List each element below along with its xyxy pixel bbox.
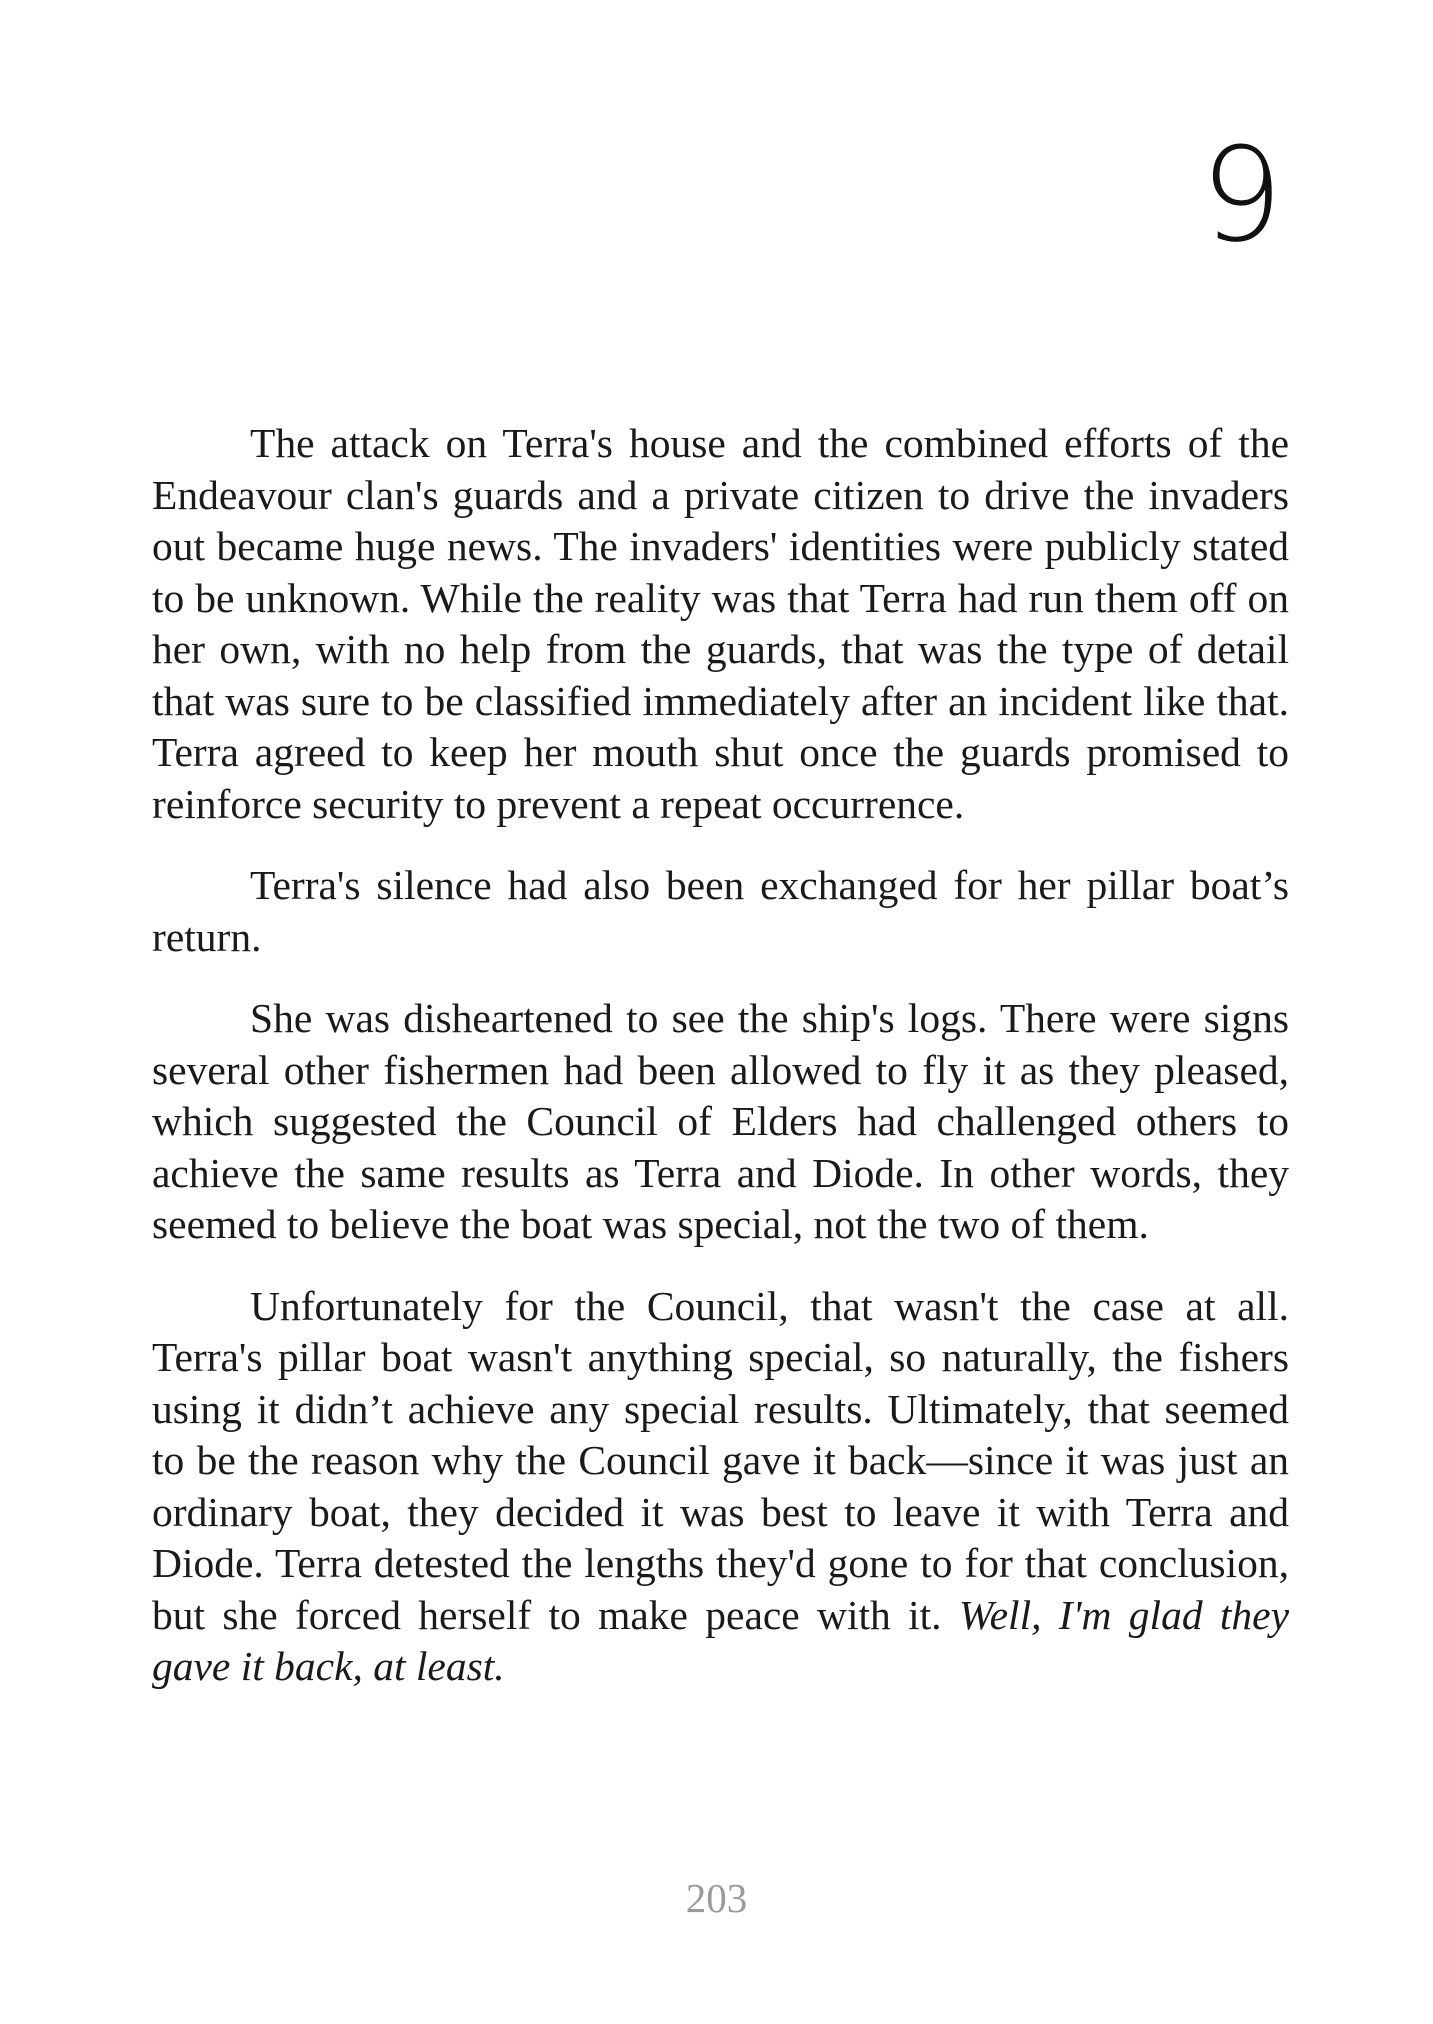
paragraph-2: Terra's silence had also been exchanged for her pillar boat’s return. xyxy=(152,862,1289,960)
paragraph-4-italic-thought: Well, I'm glad they gave it back, at least. xyxy=(152,1591,1290,1689)
paragraph-4-text: Unfortunately for the Council, that wasn't the case at all. Terra's pillar boat wasn't anything special, so naturally, the fishers using it didn’t achieve any special results. Ultimately, that seemed to be the reason why the Council gave it back—since it was just an ordinary boat, they decided it was best to leave it with Terra and Diode. Terra detested the lengths they'd gone to for that conclusion, but she forced herself to make peace with it. xyxy=(152,1282,1289,1638)
chapter-number: 9 xyxy=(1200,119,1283,271)
paragraph-4 xyxy=(152,1281,1289,1693)
paragraph-1: The attack on Terra's house and the combined efforts of the Endeavour clan's guards and a private citizen to drive the invaders out became huge news. The invaders' identities were publicly stated to be unknown. While the reality was that Terra had run them off on her own, with no help from the guards, that was the type of detail that was sure to be classified immediately after an incident like that. Terra agreed to keep her mouth shut once the guards promised to reinforce security to prevent a repeat occurrence. xyxy=(152,420,1289,827)
paragraph-3: She was disheartened to see the ship's logs. There were signs several other fishermen had been allowed to fly it as they pleased, which suggested the Council of Elders had challenged others to achieve the same results as Terra and Diode. In other words, they seemed to believe the boat was special, not the two of them. xyxy=(152,995,1289,1247)
page-number: 203 xyxy=(685,1875,748,1921)
chapter-body xyxy=(152,418,1289,1723)
